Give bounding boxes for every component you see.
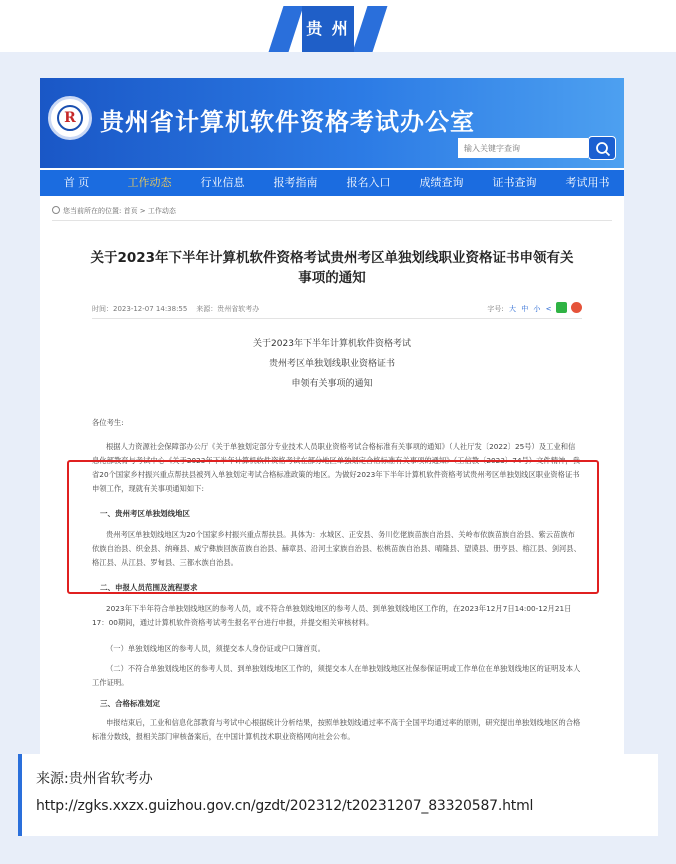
intro-paragraph: 根据人力资源社会保障部办公厅《关于单独划定部分专业技术人员职业资格考试合格标准有关事项的通知》（人社厅发〔2022〕25号）及工业和信息化部教育与考试中心《关于2023年下半年计算机软件资格考试在部分地区单独划定合格标准有关事项的通知》（工信教〔2023〕74号）文件精神，我省20个国家乡村振兴重点帮扶县被列入单独划定考试合格标准政策的地区。为做好2023年下半年计算机软件资格考试贵州考区单独划线区职业资格证书申领工作，现就有关事项通知如下: [92, 442, 580, 493]
list-item: （一）单独划线地区的参考人员，须提交本人身份证或户口簿首页。 [106, 644, 325, 653]
nav-certificate-query[interactable]: 证书查询 [492, 176, 537, 189]
nav-exam-books[interactable]: 考试用书 [565, 176, 610, 189]
region-label: 贵 州 [302, 6, 354, 52]
publish-time: 时间：2023-12-07 14:38:55 [92, 305, 188, 313]
sub-title-line: 贵州考区单独划线职业资格证书 [268, 359, 395, 369]
sub-title-line: 关于2023年下半年计算机软件资格考试 [253, 339, 411, 349]
font-size-small[interactable]: 小 [533, 305, 541, 313]
nav-industry-info[interactable]: 行业信息 [200, 176, 245, 189]
section-heading: 三、合格标准划定 [100, 699, 160, 708]
share-icon[interactable]: < [545, 305, 552, 313]
search-icon [595, 141, 611, 157]
source-card [18, 754, 658, 836]
section-paragraph: 申报结束后，工业和信息化部教育与考试中心根据统计分析结果，按照单独划线通过率不高于全国平均通过率的原则，研究提出单独划线地区的合格标准分数线，报相关部门审核备案后，在中国计算机技术职业资格网向社会公布。 [92, 718, 581, 741]
nav-work-news[interactable]: 工作动态 [127, 176, 172, 189]
article-meta [92, 302, 582, 316]
site-title: 贵州省计算机软件资格考试办公室 [100, 108, 475, 136]
main-nav [40, 170, 624, 196]
greeting: 各位考生: [92, 418, 124, 427]
divider [92, 318, 582, 319]
region-tag-right-slant [353, 6, 388, 52]
font-size-label: 字号: [487, 305, 504, 313]
region-header [0, 0, 676, 52]
section-paragraph: 贵州考区单独划线地区为20个国家乡村振兴重点帮扶县。具体为：水城区、正安县、务川仡佬族苗族自治县、关岭布依族苗族自治县、紫云苗族布依族自治县、织金县、纳雍县、威宁彝族回族苗族自治县、赫章县、沿河土家族自治县、松桃苗族自治县、晴隆县、望谟县、册亨县、榕江县、剑河县、格江县、从江县、罗甸县、三都水族自治县。 [92, 530, 581, 567]
sub-title-line: 申领有关事项的通知 [291, 379, 373, 389]
list-item: （二）不符合单独划线地区的参考人员、到单独划线地区工作的，须提交本人在单独划线地区社保参保证明或工作单位在单独划线地区的证明及本人工作证明。 [92, 664, 581, 687]
source-url-link[interactable]: http://zgks.xxzx.guizhou.gov.cn/gzdt/202312/t20231207_83320587.html [36, 798, 534, 814]
highlight-box [67, 460, 599, 594]
source-label: 来源:贵州省软考办 [36, 771, 153, 787]
wechat-share-icon[interactable] [556, 302, 567, 313]
search-input[interactable] [458, 138, 588, 158]
font-size-medium[interactable]: 中 [521, 305, 529, 313]
article-title: 关于2023年下半年计算机软件资格考试贵州考区单独划线职业资格证书申领有关事项的通知 [90, 250, 574, 286]
nav-home[interactable]: 首 页 [63, 176, 90, 189]
nav-exam-guide[interactable]: 报考指南 [273, 176, 318, 189]
site-header [40, 78, 624, 168]
nav-score-query[interactable]: 成绩查询 [419, 176, 464, 189]
site-logo-icon [48, 96, 92, 140]
section-heading: 一、贵州考区单独划线地区 [100, 509, 190, 518]
region-tag-left-slant [269, 6, 304, 52]
webpage-screenshot [40, 78, 624, 754]
section-paragraph: 2023年下半年符合单独划线地区的参考人员，或不符合单独划线地区的参考人员、到单独划线地区工作的，在2023年12月7日14:00-12月21日17：00期间，通过计算机软件资格考试考生报名平台进行申报，并提交相关审核材料。 [92, 604, 572, 627]
article-source: 来源：贵州省软考办 [196, 305, 260, 313]
nav-registration[interactable]: 报名入口 [346, 176, 391, 189]
weibo-share-icon[interactable] [571, 302, 582, 313]
search-button[interactable] [588, 136, 616, 160]
breadcrumb: 您当前所在的位置: 首页 > 工作动态 [52, 206, 176, 216]
divider [52, 220, 612, 221]
region-tag [272, 6, 384, 52]
location-pin-icon [52, 206, 60, 214]
section-heading: 二、申报人员范围及流程要求 [100, 583, 198, 592]
font-size-large[interactable]: 大 [508, 305, 516, 313]
